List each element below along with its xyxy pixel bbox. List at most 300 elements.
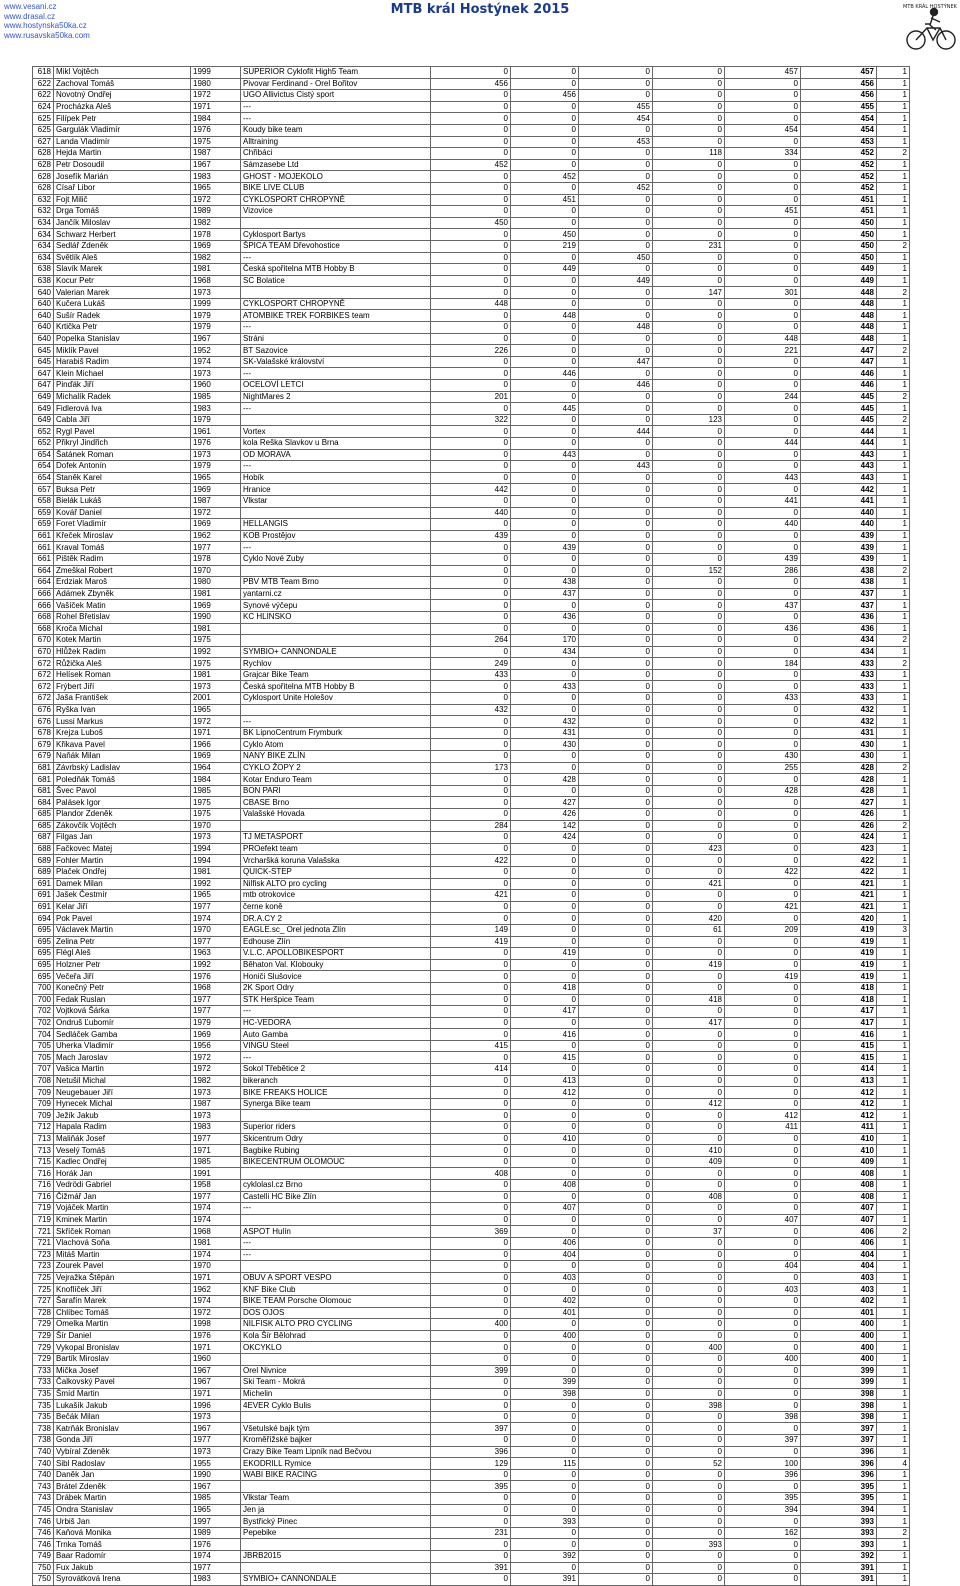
count-cell: 1 [877, 1075, 910, 1087]
race5-cell: 209 [725, 924, 801, 936]
table-row [33, 588, 910, 600]
rank-cell: 709 [33, 1087, 54, 1099]
race4-cell: 0 [653, 866, 725, 878]
race1-cell: 0 [431, 368, 511, 380]
race5-cell: 0 [725, 507, 801, 519]
rank-cell: 735 [33, 1400, 54, 1412]
race1-cell: 0 [431, 982, 511, 994]
team-cell: --- [241, 1006, 431, 1018]
race3-cell: 0 [579, 785, 653, 797]
race1-cell: 0 [431, 1574, 511, 1586]
rank-cell: 664 [33, 565, 54, 577]
race2-cell: 0 [511, 67, 579, 79]
year-cell: 1974 [191, 1295, 241, 1307]
race3-cell: 0 [579, 693, 653, 705]
team-cell: JBRB2015 [241, 1551, 431, 1563]
total-cell: 448 [801, 287, 877, 299]
race5-cell: 0 [725, 1237, 801, 1249]
race1-cell: 422 [431, 855, 511, 867]
race5-cell: 0 [725, 1017, 801, 1029]
table-row [33, 1539, 910, 1551]
count-cell: 1 [877, 1064, 910, 1076]
race1-cell: 0 [431, 1493, 511, 1505]
name-cell: Zourek Pavel [54, 1261, 191, 1273]
year-cell: 1979 [191, 310, 241, 322]
year-cell: 1985 [191, 1156, 241, 1168]
race5-cell: 422 [725, 866, 801, 878]
race3-cell: 0 [579, 391, 653, 403]
race4-cell: 0 [653, 275, 725, 287]
race4-cell: 52 [653, 1458, 725, 1470]
count-cell: 1 [877, 1191, 910, 1203]
name-cell: Gonda Jiří [54, 1435, 191, 1447]
table-row [33, 252, 910, 264]
total-cell: 452 [801, 159, 877, 171]
year-cell: 1981 [191, 866, 241, 878]
race4-cell: 0 [653, 194, 725, 206]
race1-cell: 448 [431, 298, 511, 310]
rank-cell: 685 [33, 809, 54, 821]
year-cell: 2001 [191, 693, 241, 705]
table-row [33, 1249, 910, 1261]
race2-cell: 0 [511, 1191, 579, 1203]
team-cell: Kroměřížské bajker [241, 1435, 431, 1447]
table-row [33, 1122, 910, 1134]
race3-cell: 0 [579, 507, 653, 519]
count-cell: 1 [877, 159, 910, 171]
count-cell: 1 [877, 982, 910, 994]
table-row [33, 727, 910, 739]
race3-cell: 0 [579, 774, 653, 786]
race4-cell: 393 [653, 1539, 725, 1551]
race4-cell: 0 [653, 1377, 725, 1389]
race5-cell: 0 [725, 1168, 801, 1180]
total-cell: 443 [801, 449, 877, 461]
race5-cell: 419 [725, 971, 801, 983]
race2-cell: 0 [511, 530, 579, 542]
race3-cell: 0 [579, 1214, 653, 1226]
race1-cell: 440 [431, 507, 511, 519]
race3-cell: 0 [579, 1261, 653, 1273]
year-cell: 1976 [191, 124, 241, 136]
race4-cell: 0 [653, 901, 725, 913]
year-cell: 1989 [191, 1527, 241, 1539]
race5-cell: 0 [725, 1307, 801, 1319]
name-cell: Mach Jaroslav [54, 1052, 191, 1064]
name-cell: Křeček Miroslav [54, 530, 191, 542]
race4-cell: 0 [653, 646, 725, 658]
race5-cell: 436 [725, 623, 801, 635]
race1-cell: 0 [431, 1295, 511, 1307]
team-cell: KOB Prostějov [241, 530, 431, 542]
total-cell: 413 [801, 1075, 877, 1087]
race2-cell: 0 [511, 890, 579, 902]
name-cell: Vojáček Martin [54, 1203, 191, 1215]
race1-cell: 0 [431, 1156, 511, 1168]
count-cell: 1 [877, 843, 910, 855]
total-cell: 421 [801, 901, 877, 913]
race1-cell: 0 [431, 1145, 511, 1157]
table-row [33, 403, 910, 415]
race1-cell: 0 [431, 727, 511, 739]
race4-cell: 0 [653, 635, 725, 647]
table-row [33, 449, 910, 461]
count-cell: 1 [877, 1319, 910, 1331]
year-cell: 1974 [191, 913, 241, 925]
rank-cell: 746 [33, 1516, 54, 1528]
name-cell: Netušil Michal [54, 1075, 191, 1087]
race5-cell: 0 [725, 403, 801, 415]
race5-cell: 0 [725, 530, 801, 542]
name-cell: Ryška Ivan [54, 704, 191, 716]
link-hostynska50ka[interactable]: www.hostynska50ka.cz [4, 21, 87, 31]
race1-cell: 0 [431, 1400, 511, 1412]
race1-cell: 0 [431, 1017, 511, 1029]
race5-cell: 0 [725, 1052, 801, 1064]
count-cell: 2 [877, 1226, 910, 1238]
total-cell: 406 [801, 1226, 877, 1238]
name-cell: Rygl Pavel [54, 426, 191, 438]
name-cell: Vlachová Soňa [54, 1237, 191, 1249]
table-row [33, 1377, 910, 1389]
name-cell: Fux Jakub [54, 1562, 191, 1574]
table-row [33, 1562, 910, 1574]
race2-cell: 0 [511, 275, 579, 287]
team-cell: Cyklosport Unite Holešov [241, 693, 431, 705]
race4-cell: 408 [653, 1191, 725, 1203]
race1-cell: 0 [431, 206, 511, 218]
race3-cell: 0 [579, 553, 653, 565]
race1-cell: 0 [431, 994, 511, 1006]
race4-cell: 0 [653, 1481, 725, 1493]
race2-cell: 219 [511, 240, 579, 252]
total-cell: 450 [801, 229, 877, 241]
rank-cell: 632 [33, 206, 54, 218]
name-cell: Šír Daniel [54, 1330, 191, 1342]
count-cell: 1 [877, 936, 910, 948]
team-cell: Synerga Bike team [241, 1098, 431, 1110]
race2-cell: 0 [511, 785, 579, 797]
rank-cell: 659 [33, 507, 54, 519]
race1-cell: 264 [431, 635, 511, 647]
total-cell: 418 [801, 994, 877, 1006]
count-cell: 1 [877, 553, 910, 565]
team-cell [241, 1353, 431, 1365]
race5-cell: 0 [725, 704, 801, 716]
race5-cell: 0 [725, 1156, 801, 1168]
race4-cell: 147 [653, 287, 725, 299]
race4-cell: 0 [653, 1527, 725, 1539]
total-cell: 445 [801, 403, 877, 415]
team-cell: NightMares 2 [241, 391, 431, 403]
table-row [33, 982, 910, 994]
race1-cell: 0 [431, 681, 511, 693]
rank-cell: 681 [33, 762, 54, 774]
rank-cell: 721 [33, 1237, 54, 1249]
total-cell: 451 [801, 194, 877, 206]
race2-cell: 0 [511, 414, 579, 426]
year-cell: 1990 [191, 611, 241, 623]
year-cell: 1965 [191, 704, 241, 716]
race2-cell: 0 [511, 866, 579, 878]
race4-cell: 0 [653, 1365, 725, 1377]
race3-cell: 0 [579, 1145, 653, 1157]
race1-cell: 0 [431, 1180, 511, 1192]
race3-cell: 0 [579, 124, 653, 136]
race3-cell: 0 [579, 1122, 653, 1134]
name-cell: Švec Pavol [54, 785, 191, 797]
count-cell: 1 [877, 264, 910, 276]
total-cell: 449 [801, 275, 877, 287]
count-cell: 1 [877, 1203, 910, 1215]
race2-cell: 434 [511, 646, 579, 658]
race4-cell: 0 [653, 1562, 725, 1574]
race4-cell: 0 [653, 298, 725, 310]
race5-cell: 0 [725, 310, 801, 322]
rank-cell: 676 [33, 716, 54, 728]
race1-cell: 0 [431, 1516, 511, 1528]
race3-cell: 0 [579, 716, 653, 728]
rank-cell: 719 [33, 1203, 54, 1215]
name-cell: Maliňák Josef [54, 1133, 191, 1145]
count-cell: 2 [877, 148, 910, 160]
race3-cell: 0 [579, 982, 653, 994]
total-cell: 457 [801, 67, 877, 79]
race3-cell: 0 [579, 1388, 653, 1400]
race2-cell: 0 [511, 600, 579, 612]
name-cell: Vašíček Matin [54, 600, 191, 612]
race5-cell: 0 [725, 588, 801, 600]
race3-cell: 0 [579, 1493, 653, 1505]
race1-cell: 391 [431, 1562, 511, 1574]
name-cell: Damek Milan [54, 878, 191, 890]
rank-cell: 728 [33, 1307, 54, 1319]
table-row [33, 1110, 910, 1122]
race2-cell: 0 [511, 1214, 579, 1226]
count-cell: 1 [877, 994, 910, 1006]
name-cell: Daněk Jan [54, 1469, 191, 1481]
link-drasal[interactable]: www.drasal.cz [4, 11, 56, 21]
team-cell: --- [241, 542, 431, 554]
total-cell: 421 [801, 890, 877, 902]
year-cell: 1962 [191, 530, 241, 542]
count-cell: 1 [877, 542, 910, 554]
race5-cell: 0 [725, 809, 801, 821]
race2-cell: 0 [511, 1353, 579, 1365]
race5-cell: 0 [725, 1551, 801, 1563]
name-cell: Mička Josef [54, 1365, 191, 1377]
total-cell: 397 [801, 1423, 877, 1435]
name-cell: Mitáš Martin [54, 1249, 191, 1261]
rank-cell: 735 [33, 1388, 54, 1400]
team-cell: OCELOVÍ LETCI [241, 380, 431, 392]
race5-cell: 394 [725, 1504, 801, 1516]
count-cell: 1 [877, 1122, 910, 1134]
table-row [33, 693, 910, 705]
race3-cell: 0 [579, 1052, 653, 1064]
race5-cell: 0 [725, 1191, 801, 1203]
race3-cell: 0 [579, 1284, 653, 1296]
total-cell: 407 [801, 1203, 877, 1215]
team-cell: BIKECENTRUM OLOMOUC [241, 1156, 431, 1168]
team-cell: yantarni.cz [241, 588, 431, 600]
race1-cell: 0 [431, 438, 511, 450]
race2-cell: 0 [511, 322, 579, 334]
total-cell: 395 [801, 1493, 877, 1505]
race1-cell: 0 [431, 322, 511, 334]
team-cell [241, 704, 431, 716]
race3-cell: 0 [579, 495, 653, 507]
team-cell: Nilfisk ALTO pro cycling [241, 878, 431, 890]
year-cell: 1969 [191, 600, 241, 612]
table-row [33, 1006, 910, 1018]
table-row [33, 1574, 910, 1586]
count-cell: 1 [877, 1145, 910, 1157]
table-row [33, 530, 910, 542]
total-cell: 444 [801, 426, 877, 438]
team-cell [241, 820, 431, 832]
race2-cell: 0 [511, 1342, 579, 1354]
name-cell: Ondruš Ľubomír [54, 1017, 191, 1029]
race3-cell: 0 [579, 90, 653, 102]
race1-cell: 0 [431, 67, 511, 79]
year-cell: 1981 [191, 669, 241, 681]
race5-cell: 0 [725, 356, 801, 368]
race4-cell: 0 [653, 658, 725, 670]
table-row [33, 380, 910, 392]
year-cell: 1973 [191, 1087, 241, 1099]
name-cell: Buksa Petr [54, 484, 191, 496]
race2-cell: 415 [511, 1052, 579, 1064]
count-cell: 1 [877, 704, 910, 716]
table-row [33, 345, 910, 357]
race3-cell: 0 [579, 67, 653, 79]
race4-cell: 0 [653, 669, 725, 681]
race2-cell: 427 [511, 797, 579, 809]
rank-cell: 695 [33, 971, 54, 983]
team-cell: Vlkstar Team [241, 1493, 431, 1505]
year-cell: 1985 [191, 391, 241, 403]
race3-cell: 443 [579, 461, 653, 473]
race5-cell: 0 [725, 1226, 801, 1238]
count-cell: 1 [877, 623, 910, 635]
race2-cell: 0 [511, 1017, 579, 1029]
race5-cell: 0 [725, 832, 801, 844]
race2-cell: 0 [511, 1319, 579, 1331]
count-cell: 1 [877, 171, 910, 183]
race1-cell: 0 [431, 148, 511, 160]
total-cell: 454 [801, 124, 877, 136]
race2-cell: 0 [511, 124, 579, 136]
team-cell: Synové výčepu [241, 600, 431, 612]
count-cell: 1 [877, 461, 910, 473]
year-cell: 1977 [191, 901, 241, 913]
count-cell: 1 [877, 252, 910, 264]
race4-cell: 0 [653, 1133, 725, 1145]
count-cell: 1 [877, 577, 910, 589]
table-row [33, 1214, 910, 1226]
link-vesani[interactable]: www.vesani.cz [4, 2, 57, 11]
race4-cell: 0 [653, 716, 725, 728]
team-cell: ASPOT Hulín [241, 1226, 431, 1238]
race1-cell: 0 [431, 333, 511, 345]
race1-cell: 421 [431, 890, 511, 902]
count-cell: 1 [877, 1307, 910, 1319]
race2-cell: 0 [511, 461, 579, 473]
race3-cell: 0 [579, 1342, 653, 1354]
count-cell: 2 [877, 1527, 910, 1539]
table-row [33, 681, 910, 693]
table-row [33, 866, 910, 878]
count-cell: 1 [877, 322, 910, 334]
total-cell: 418 [801, 982, 877, 994]
link-rusavska50ka[interactable]: www.rusavska50ka.com [4, 30, 90, 40]
table-row [33, 1307, 910, 1319]
race1-cell: 0 [431, 751, 511, 763]
rank-cell: 735 [33, 1411, 54, 1423]
total-cell: 399 [801, 1365, 877, 1377]
name-cell: Závrbský Ladislav [54, 762, 191, 774]
race1-cell: 0 [431, 1249, 511, 1261]
race1-cell: 0 [431, 1307, 511, 1319]
race2-cell: 0 [511, 113, 579, 125]
rank-cell: 661 [33, 530, 54, 542]
race1-cell: 0 [431, 646, 511, 658]
year-cell: 1973 [191, 449, 241, 461]
race5-cell: 0 [725, 171, 801, 183]
race1-cell: 0 [431, 1052, 511, 1064]
total-cell: 393 [801, 1527, 877, 1539]
name-cell: Fačkovec Matej [54, 843, 191, 855]
race3-cell: 0 [579, 646, 653, 658]
name-cell: Frýbert Jiří [54, 681, 191, 693]
race3-cell: 0 [579, 739, 653, 751]
race3-cell: 0 [579, 194, 653, 206]
total-cell: 399 [801, 1377, 877, 1389]
race5-cell: 404 [725, 1261, 801, 1273]
table-row [33, 275, 910, 287]
race1-cell: 452 [431, 159, 511, 171]
race4-cell: 400 [653, 1342, 725, 1354]
race5-cell: 0 [725, 78, 801, 90]
race3-cell: 0 [579, 924, 653, 936]
count-cell: 1 [877, 1017, 910, 1029]
total-cell: 393 [801, 1516, 877, 1528]
race2-cell: 0 [511, 924, 579, 936]
table-row [33, 1098, 910, 1110]
rank-cell: 723 [33, 1249, 54, 1261]
table-row [33, 414, 910, 426]
race4-cell: 0 [653, 159, 725, 171]
race4-cell: 423 [653, 843, 725, 855]
table-row [33, 67, 910, 79]
count-cell: 1 [877, 878, 910, 890]
race4-cell: 0 [653, 1272, 725, 1284]
name-cell: Trnka Tomáš [54, 1539, 191, 1551]
race1-cell: 0 [431, 356, 511, 368]
race4-cell: 0 [653, 553, 725, 565]
total-cell: 448 [801, 298, 877, 310]
name-cell: Schwarz Herbert [54, 229, 191, 241]
count-cell: 1 [877, 913, 910, 925]
total-cell: 433 [801, 681, 877, 693]
count-cell: 1 [877, 1469, 910, 1481]
race5-cell: 0 [725, 890, 801, 902]
race1-cell: 0 [431, 774, 511, 786]
total-cell: 415 [801, 1040, 877, 1052]
rank-cell: 640 [33, 287, 54, 299]
team-cell: Koudy bike team [241, 124, 431, 136]
